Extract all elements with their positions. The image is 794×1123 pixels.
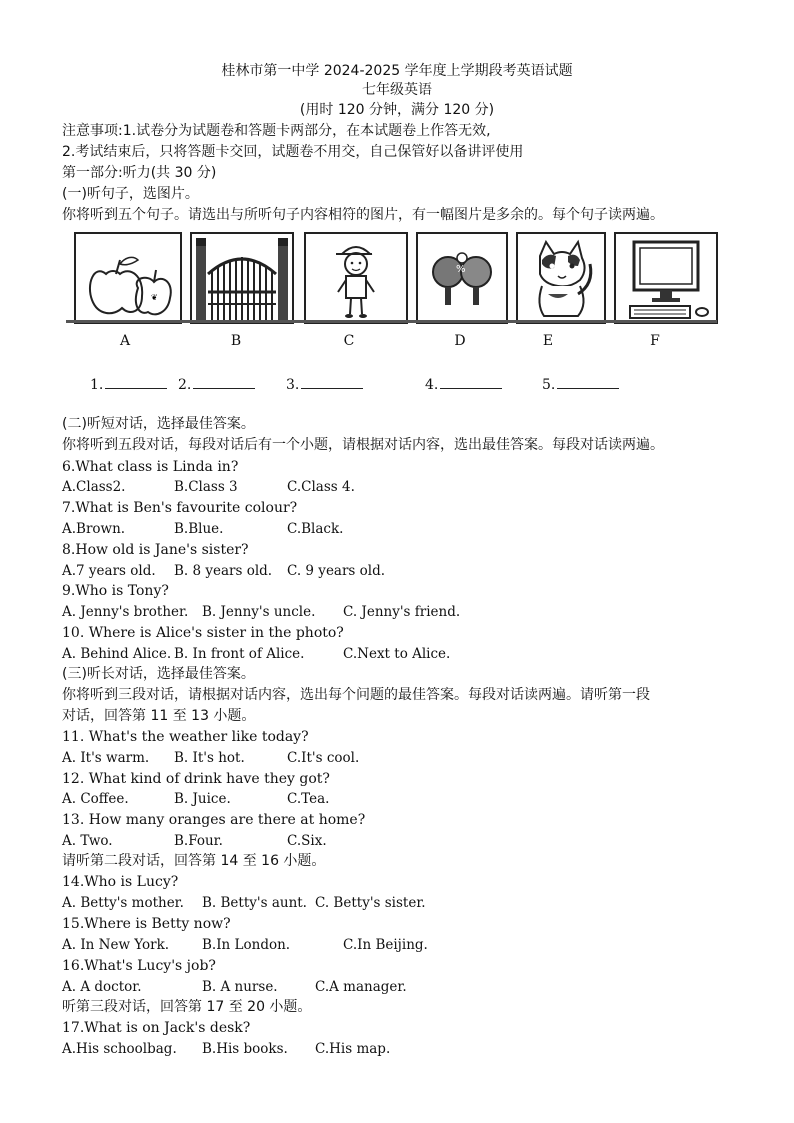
- picture-letter-f: F: [650, 333, 660, 349]
- q10-option-a[interactable]: A. Behind Alice.: [62, 646, 172, 662]
- boy-icon: [304, 232, 408, 324]
- section3-instruction-2: 对话，回答第 11 至 13 小题。: [62, 708, 256, 724]
- cat-icon: [516, 232, 606, 324]
- q17-option-a[interactable]: A.His schoolbag.: [62, 1041, 177, 1057]
- q7-option-c[interactable]: C.Black.: [287, 521, 344, 537]
- q15-option-a[interactable]: A. In New York.: [62, 937, 170, 953]
- section2-instruction: 你将听到五段对话，每段对话后有一个小题，请根据对话内容，选出最佳答案。每段对话读两遍。: [62, 437, 664, 453]
- q7-option-a[interactable]: A.Brown.: [62, 521, 126, 537]
- group3-title: 听第三段对话，回答第 17 至 20 小题。: [62, 999, 312, 1015]
- q7-option-b[interactable]: B.Blue.: [174, 521, 224, 537]
- q11-option-c[interactable]: C.It's cool.: [287, 750, 360, 766]
- q8-option-c[interactable]: C. 9 years old.: [287, 563, 386, 579]
- q10-option-c[interactable]: C.Next to Alice.: [343, 646, 451, 662]
- answer-blank-3[interactable]: [286, 374, 363, 393]
- blank-number: 5.: [542, 377, 556, 393]
- blank-line[interactable]: [301, 374, 363, 389]
- exam-time-info: (用时 120 分钟，满分 120 分): [299, 102, 495, 118]
- q6-option-c[interactable]: C.Class 4.: [287, 479, 355, 495]
- q13-option-a[interactable]: A. Two.: [62, 833, 113, 849]
- q9-option-b[interactable]: B. Jenny's uncle.: [202, 604, 316, 620]
- blank-number: 4.: [425, 377, 439, 393]
- q14-option-a[interactable]: A. Betty's mother.: [62, 895, 184, 911]
- computer-icon: [614, 232, 718, 324]
- answer-blank-2[interactable]: [178, 374, 255, 393]
- blank-line[interactable]: [193, 374, 255, 389]
- q13-option-c[interactable]: C.Six.: [287, 833, 327, 849]
- question-11: 11. What's the weather like today?: [62, 729, 309, 745]
- picture-letter-d: D: [454, 333, 466, 349]
- picture-letter-b: B: [230, 333, 242, 349]
- picture-strip: [66, 232, 717, 324]
- picture-letter-c: C: [343, 333, 355, 349]
- group2-title: 请听第二段对话，回答第 14 至 16 小题。: [62, 853, 326, 869]
- question-9: 9.Who is Tony?: [62, 583, 169, 599]
- q14-option-b[interactable]: B. Betty's aunt.: [202, 895, 307, 911]
- blank-number: 2.: [178, 377, 192, 393]
- q9-option-a[interactable]: A. Jenny's brother.: [62, 604, 189, 620]
- blank-number: 3.: [286, 377, 300, 393]
- apples-icon: [74, 232, 182, 324]
- question-13: 13. How many oranges are there at home?: [62, 812, 366, 828]
- picture-letter-e: E: [542, 333, 554, 349]
- question-15: 15.Where is Betty now?: [62, 916, 231, 932]
- q16-option-c[interactable]: C.A manager.: [315, 979, 407, 995]
- question-16: 16.What's Lucy's job?: [62, 958, 216, 974]
- q17-option-b[interactable]: B.His books.: [202, 1041, 288, 1057]
- gate-icon: [190, 232, 294, 324]
- question-17: 17.What is on Jack's desk?: [62, 1020, 251, 1036]
- part1-heading: 第一部分:听力(共 30 分): [62, 165, 217, 181]
- q17-option-c[interactable]: C.His map.: [315, 1041, 391, 1057]
- blank-line[interactable]: [557, 374, 619, 389]
- section3-instruction-1: 你将听到三段对话，请根据对话内容，选出每个问题的最佳答案。每段对话读两遍。请听第一段: [62, 687, 650, 703]
- q12-option-c[interactable]: C.Tea.: [287, 791, 330, 807]
- q16-option-b[interactable]: B. A nurse.: [202, 979, 278, 995]
- blank-line[interactable]: [105, 374, 167, 389]
- section3-title: (三)听长对话，选择最佳答案。: [62, 666, 255, 682]
- question-6: 6.What class is Linda in?: [62, 459, 239, 475]
- q11-option-b[interactable]: B. It's hot.: [174, 750, 245, 766]
- answer-blank-1[interactable]: [90, 374, 167, 393]
- question-14: 14.Who is Lucy?: [62, 874, 179, 890]
- svg-text:%: %: [456, 264, 466, 275]
- q8-option-b[interactable]: B. 8 years old.: [174, 563, 273, 579]
- q8-option-a[interactable]: A.7 years old.: [62, 563, 156, 579]
- q16-option-a[interactable]: A. A doctor.: [62, 979, 142, 995]
- strip-shadow: [66, 320, 717, 323]
- question-12: 12. What kind of drink have they got?: [62, 771, 330, 787]
- blank-line[interactable]: [440, 374, 502, 389]
- notes-line-2: 2.考试结束后，只将答题卡交回，试题卷不用交，自己保管好以备讲评使用: [62, 144, 524, 160]
- section2-title: (二)听短对话，选择最佳答案。: [62, 416, 255, 432]
- question-8: 8.How old is Jane's sister?: [62, 542, 249, 558]
- exam-title: 桂林市第一中学 2024-2025 学年度上学期段考英语试题: [221, 63, 573, 79]
- blank-number: 1.: [90, 377, 104, 393]
- section1-instruction: 你将听到五个句子。请选出与所听句子内容相符的图片，有一幅图片是多余的。每个句子读两遍。: [62, 207, 664, 223]
- q12-option-b[interactable]: B. Juice.: [174, 791, 231, 807]
- q10-option-b[interactable]: B. In front of Alice.: [174, 646, 305, 662]
- question-10: 10. Where is Alice's sister in the photo?: [62, 625, 344, 641]
- q15-option-c[interactable]: C.In Beijing.: [343, 937, 428, 953]
- section1-title: (一)听句子，选图片。: [62, 186, 199, 202]
- q14-option-c[interactable]: C. Betty's sister.: [315, 895, 426, 911]
- notes-line-1: 注意事项:1.试卷分为试题卷和答题卡两部分，在本试题卷上作答无效,: [62, 123, 491, 139]
- ping-pong-icon: [416, 232, 508, 324]
- answer-blank-5[interactable]: [542, 374, 619, 393]
- answer-blank-4[interactable]: [425, 374, 502, 393]
- q13-option-b[interactable]: B.Four.: [174, 833, 223, 849]
- svg-text:❦: ❦: [151, 293, 158, 302]
- q9-option-c[interactable]: C. Jenny's friend.: [343, 604, 461, 620]
- picture-letter-a: A: [119, 333, 131, 349]
- q6-option-a[interactable]: A.Class2.: [62, 479, 126, 495]
- q12-option-a[interactable]: A. Coffee.: [62, 791, 129, 807]
- q6-option-b[interactable]: B.Class 3: [174, 479, 238, 495]
- q11-option-a[interactable]: A. It's warm.: [62, 750, 150, 766]
- question-7: 7.What is Ben's favourite colour?: [62, 500, 298, 516]
- exam-subtitle: 七年级英语: [362, 82, 432, 98]
- q15-option-b[interactable]: B.In London.: [202, 937, 291, 953]
